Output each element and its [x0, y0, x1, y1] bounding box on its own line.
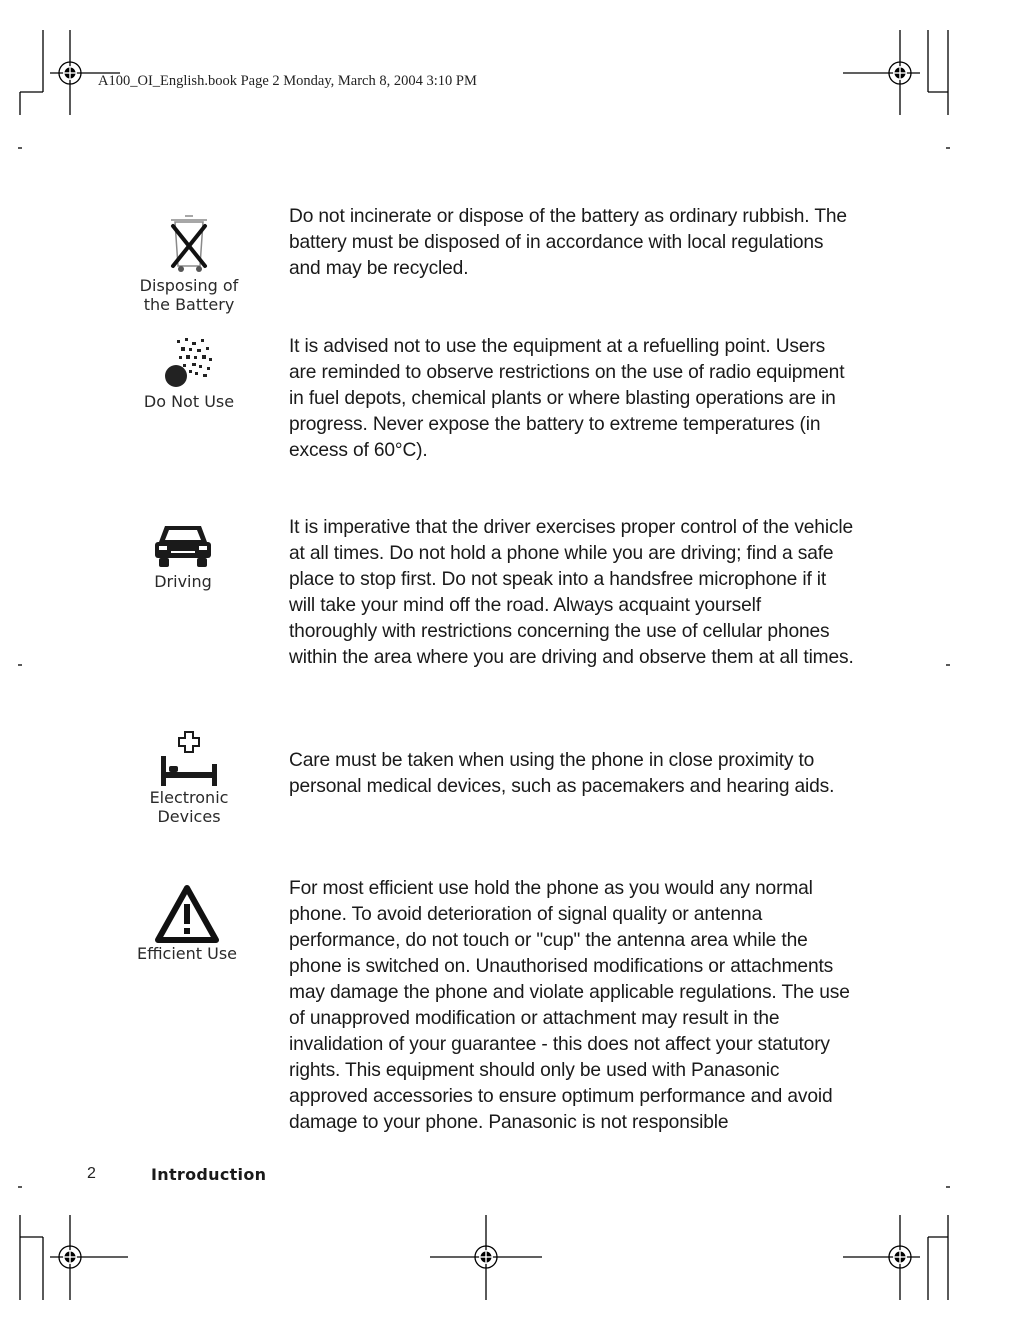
paragraph-efficient-use: For most efficient use hold the phone as you would any normal phone. To avoid deterioration of signal quality or antenna performance, do not touch or "cup" the antenna area while the phone is switched on. Unauthorised modifications or attachments may damage the phone and violate applicable regulations. The use of unapproved modification or attachment may result in the invalidation of your guarantee - this does not affect your statutory rights. This equipment should only be used with Panasonic approved accessories to ensure optimum performance and avoid damage to your phone. Panasonic is not responsible — [289, 878, 850, 1133]
explosion-icon — [159, 334, 219, 392]
section-title: Introduction — [151, 1165, 267, 1184]
paragraph-driving: It is imperative that the driver exercises proper control of the vehicle at all times. Do not hold a phone while you are driving; find a safe place to stop first. Do not speak into a handsfree microphone if it will take your mind off the road. Always acquaint yourself thoroughly with restrictions concerning the use of cellular phones within the area where you are driving and observe them at all times. — [289, 517, 854, 668]
icon-label-driving: Driving — [154, 572, 212, 591]
hospital-bed-icon — [157, 728, 221, 788]
paragraph-do-not-use: It is advised not to use the equipment at a refuelling point. Users are reminded to observe restrictions on the use of radio equipment in fuel depots, chemical plants or where blasting operations are in progress. Never expose the battery to extreme temperatures (in excess of 60°C). — [289, 336, 845, 461]
icon-label-disposing: Disposing of the Battery — [139, 276, 239, 314]
car-icon — [151, 520, 215, 572]
section-icon-driving — [124, 520, 242, 591]
section-icon-do-not-use — [130, 334, 248, 411]
section-icon-disposing — [130, 212, 248, 314]
page-number: 2 — [87, 1165, 96, 1182]
book-header: A100_OI_English.book Page 2 Monday, March 8, 2004 3:10 PM — [98, 73, 477, 89]
section-icon-efficient-use — [126, 884, 248, 963]
paragraph-disposing: Do not incinerate or dispose of the battery as ordinary rubbish. The battery must be disposed of in accordance with local regulations and may be recycled. — [289, 206, 847, 279]
battery-disposal-icon — [159, 212, 219, 276]
icon-label-efficient-use: Efficient Use — [136, 944, 238, 963]
paragraph-electronic-devices: Care must be taken when using the phone in close proximity to personal medical devices, such as pacemakers and hearing aids. — [289, 750, 835, 797]
section-icon-electronic-devices — [130, 728, 248, 826]
icon-label-electronic-devices: Electronic Devices — [149, 788, 229, 826]
icon-label-do-not-use: Do Not Use — [143, 392, 235, 411]
warning-icon — [154, 884, 220, 944]
